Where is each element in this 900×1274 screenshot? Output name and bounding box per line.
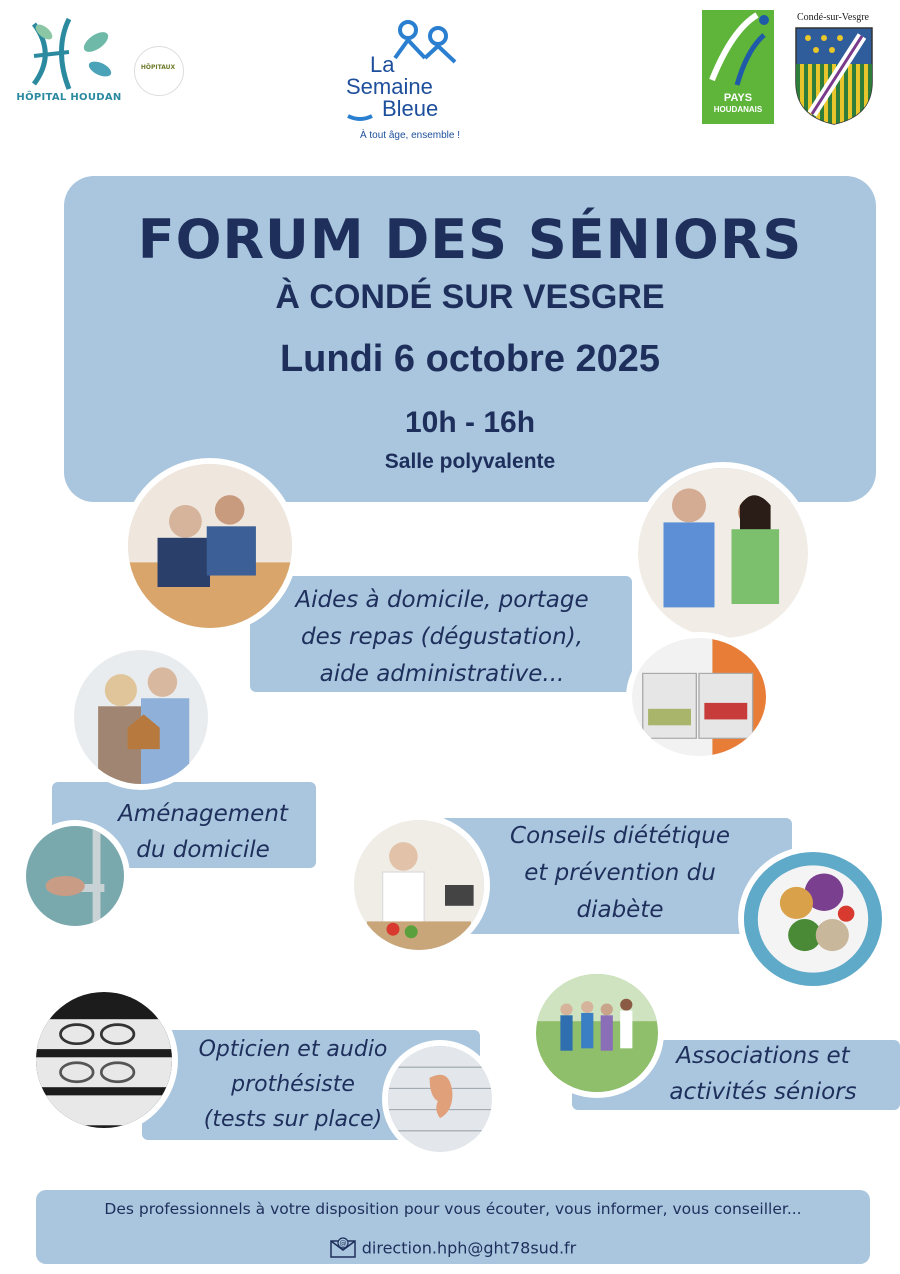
pays-line1: PAYS	[723, 92, 753, 104]
hopitaux-label: HÔPITAUX	[140, 64, 176, 71]
amenagement-line2: du domicile	[136, 837, 270, 863]
associations-text	[652, 1038, 874, 1110]
footer-email-row	[36, 1236, 870, 1262]
photo-grab-bar	[20, 820, 130, 932]
amenagement-line1: Aménagement	[118, 801, 288, 827]
aides-line2: des repas (dégustation),	[301, 624, 583, 650]
semaine-tagline: À tout âge, ensemble !	[359, 130, 461, 141]
opticien-text	[178, 1032, 408, 1137]
semaine-line1: La	[370, 52, 395, 77]
photo-glasses	[30, 986, 178, 1134]
photo-dietitian	[348, 814, 490, 956]
photo-ear-audiogram	[382, 1040, 498, 1158]
conde-coat-of-arms	[792, 24, 876, 126]
hopital-houdan-label: HÔPITAL HOUDAN	[16, 92, 122, 103]
associations-line2: activités séniors	[669, 1079, 857, 1105]
photo-couple-house	[68, 644, 214, 790]
footer-email[interactable]: direction.hph@ght78sud.fr	[361, 1238, 577, 1258]
forum-title: FORUM DES SÉNIORS	[137, 208, 803, 271]
opticien-line1: Opticien et audio	[198, 1037, 388, 1062]
forum-hours: 10h - 16h	[404, 406, 536, 439]
aides-line1: Aides à domicile, portage	[295, 587, 589, 613]
forum-subtitle: À CONDÉ SUR VESGRE	[275, 278, 665, 316]
photo-meal-bags	[626, 632, 772, 762]
opticien-line3: (tests sur place)	[203, 1107, 383, 1132]
aides-text	[252, 582, 632, 693]
footer-text: Des professionnels à votre disposition pour vous écouter, vous informer, vous conseiller...	[104, 1200, 802, 1218]
conseils-line1: Conseils diététique	[510, 823, 730, 849]
forum-venue: Salle polyvalente	[384, 450, 556, 473]
hopitaux-logo	[134, 46, 184, 96]
svg-text:@: @	[339, 1239, 347, 1248]
photo-advisors	[122, 458, 298, 634]
conseils-line3: diabète	[576, 897, 664, 923]
photo-healthy-plate	[738, 846, 888, 992]
semaine-line3: Bleue	[382, 96, 439, 121]
photo-walking-group	[530, 968, 664, 1098]
conde-label: Condé-sur-Vesgre	[796, 12, 869, 23]
semaine-bleue-wordmark	[346, 54, 476, 120]
pays-houdanais-label	[702, 92, 774, 116]
associations-line1: Associations et	[676, 1043, 850, 1069]
conseils-text	[470, 818, 770, 929]
photo-caregiver	[632, 462, 814, 644]
pays-line2: HOUDANAIS	[713, 105, 763, 114]
aides-line3: aide administrative...	[319, 661, 565, 687]
forum-date: Lundi 6 octobre 2025	[279, 338, 661, 380]
conseils-line2: et prévention du	[524, 860, 716, 886]
semaine-line2: Semaine	[346, 74, 433, 99]
opticien-line2: prothésiste	[231, 1072, 355, 1097]
email-icon	[330, 1236, 356, 1262]
